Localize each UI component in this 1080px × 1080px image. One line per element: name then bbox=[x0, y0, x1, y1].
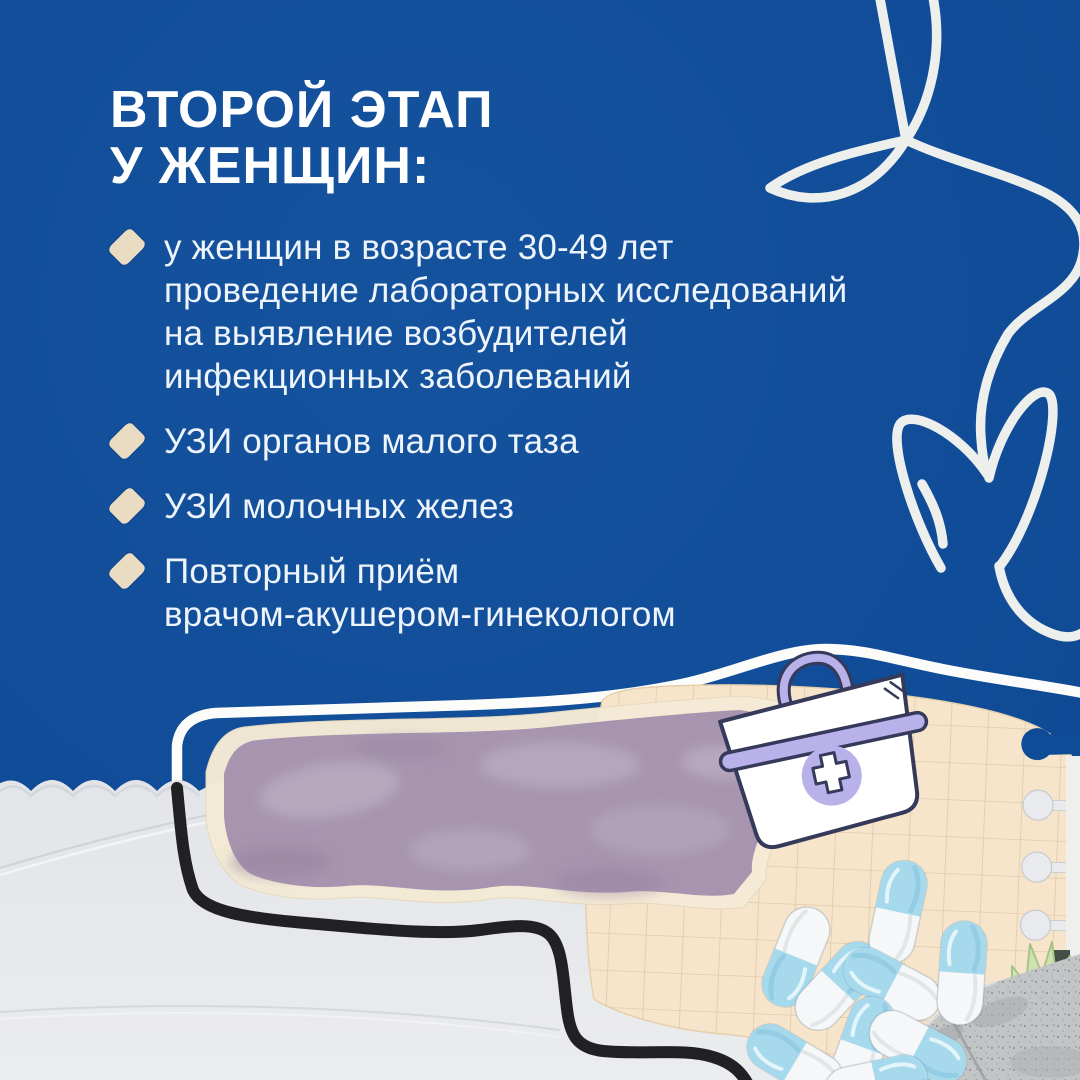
diamond-bullet-icon bbox=[107, 486, 147, 526]
bullet-text-line: Повторный приём bbox=[164, 552, 460, 591]
list-item bbox=[108, 485, 988, 528]
diamond-bullet-icon bbox=[107, 551, 147, 591]
bullet-text-line: проведение лабораторных исследований bbox=[164, 271, 848, 310]
bullet-text-line: УЗИ молочных желез bbox=[164, 487, 515, 526]
diamond-bullet-icon bbox=[107, 421, 147, 461]
list-item bbox=[108, 226, 988, 398]
title-line-1: ВТОРОЙ ЭТАП bbox=[110, 81, 494, 139]
bullet-text-line: у женщин в возрасте 30-49 лет bbox=[164, 228, 674, 267]
page-title bbox=[110, 82, 493, 194]
bullet-text-line: УЗИ органов малого таза bbox=[164, 422, 579, 461]
bullet-text-line: врачом-акушером-гинекологом bbox=[164, 595, 676, 634]
diamond-bullet-icon bbox=[107, 227, 147, 267]
title-line-2: У ЖЕНЩИН: bbox=[110, 137, 431, 195]
bullet-list bbox=[108, 226, 988, 658]
bullet-text-line: на выявление возбудителей bbox=[164, 314, 628, 353]
bullet-text-line: инфекционных заболеваний bbox=[164, 357, 632, 396]
list-item bbox=[108, 550, 988, 636]
list-item bbox=[108, 420, 988, 463]
